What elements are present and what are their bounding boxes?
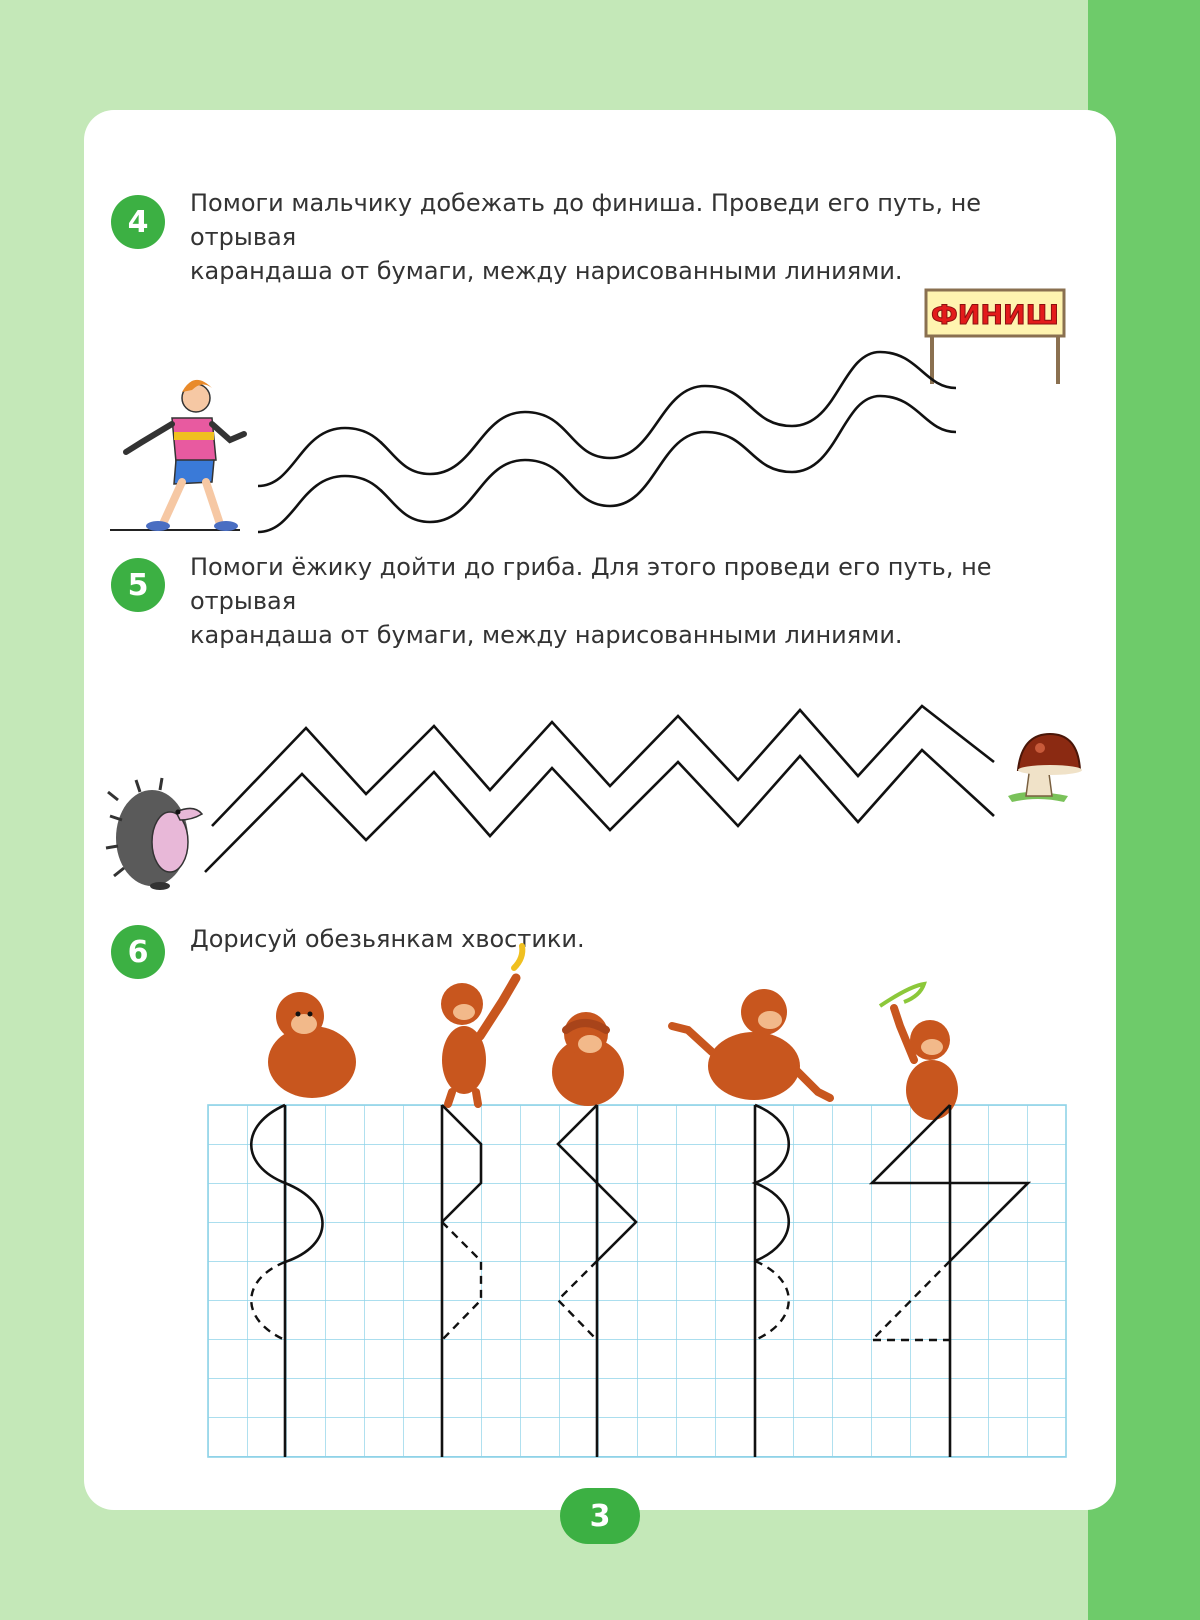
task-5-number: 5 [111, 558, 165, 612]
finish-flag-label: ФИНИШ [931, 300, 1059, 331]
task-5-line-2: карандаша от бумаги, между нарисованными линиями. [190, 621, 903, 649]
task-5-line-1: Помоги ёжику дойти до гриба. Для этого проведи его путь, не отрывая [190, 553, 992, 615]
graph-paper-grid [208, 1105, 1066, 1457]
task-6-line-1: Дорисуй обезьянкам хвостики. [190, 925, 585, 953]
task-4-line-1: Помоги мальчику добежать до финиша. Проведи его путь, не отрывая [190, 189, 982, 251]
monkey-5-illustration [880, 984, 958, 1120]
page-number-badge: 3 [560, 1488, 640, 1544]
task-6-number: 6 [111, 925, 165, 979]
monkey-1-illustration [268, 992, 356, 1098]
monkey-3-illustration [552, 1012, 624, 1106]
task-4-line-2: карандаша от бумаги, между нарисованными линиями. [190, 257, 903, 285]
monkey-2-illustration [441, 946, 522, 1104]
monkey-4-illustration [672, 989, 830, 1100]
task-4-number: 4 [111, 195, 165, 249]
